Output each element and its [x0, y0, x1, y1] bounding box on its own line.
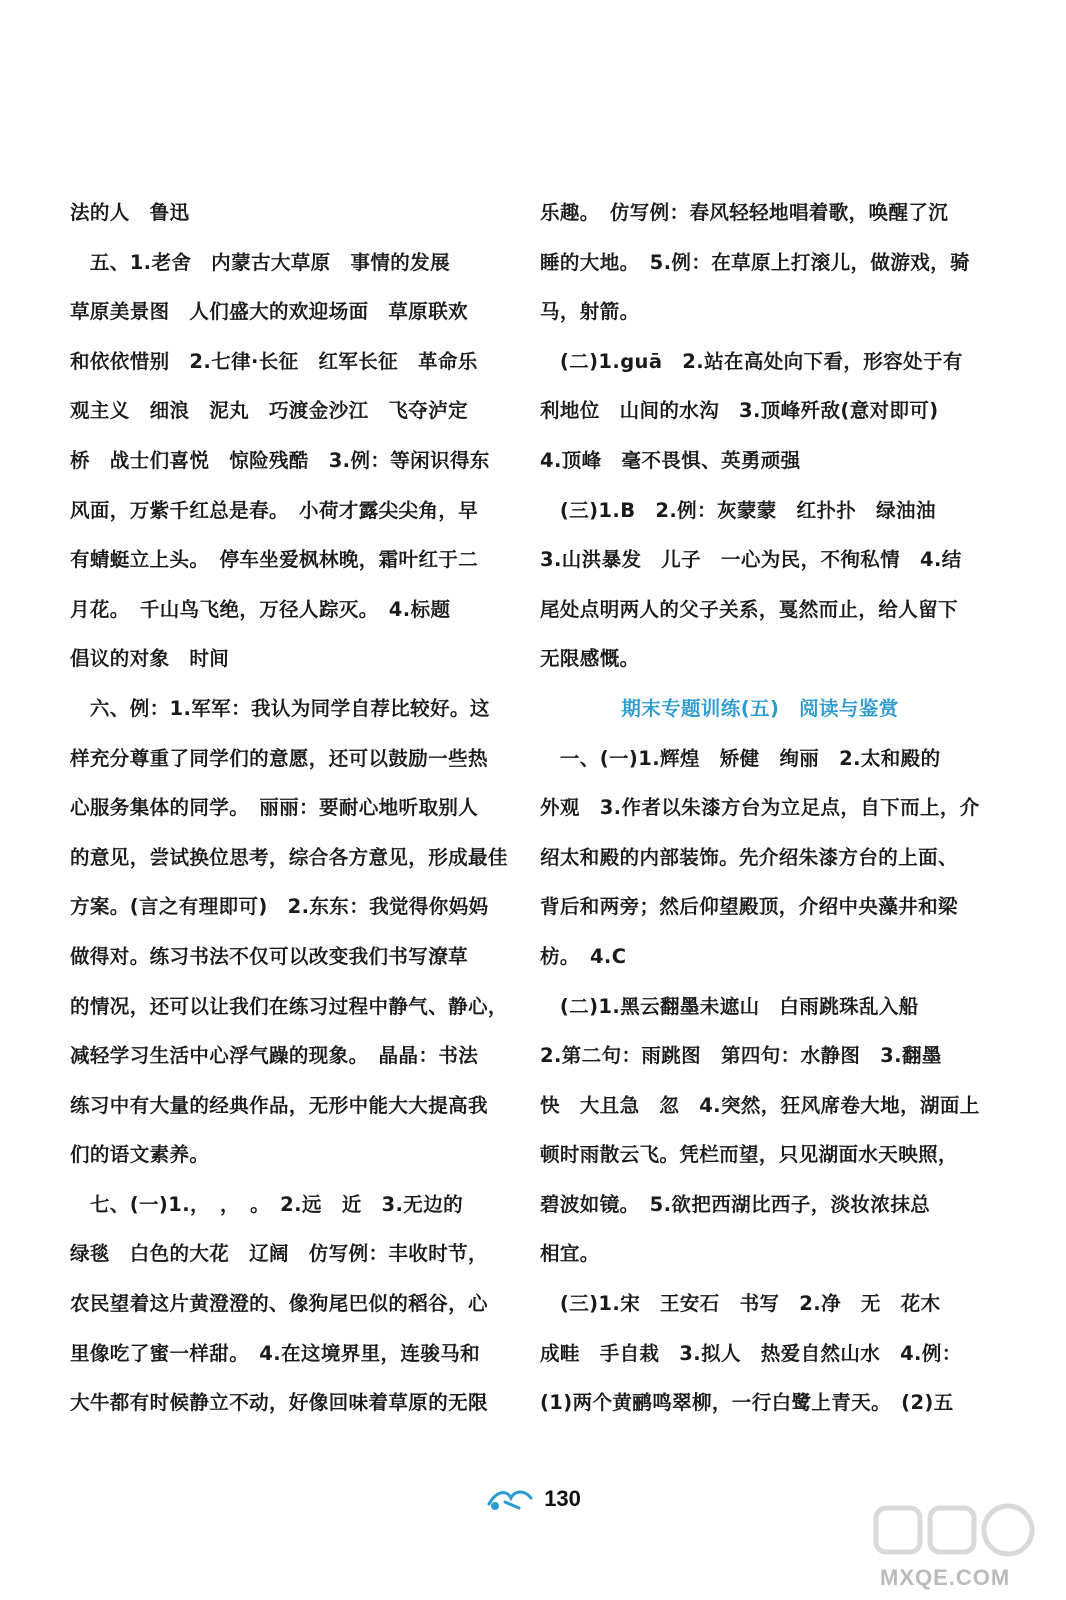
text-line: 大牛都有时候静立不动，好像回味着草原的无限: [70, 1391, 488, 1415]
text-line: (二)1.guā 2.站在高处向下看，形容处于有: [540, 349, 963, 373]
text-line: 心服务集体的同学。 丽丽：要耐心地听取别人: [70, 796, 479, 820]
text-line: 农民望着这片黄澄澄的、像狗尾巴似的稻谷，心: [70, 1292, 488, 1316]
text-line: 睡的大地。 5.例：在草原上打滚儿，做游戏，骑: [540, 250, 970, 274]
text-line: 4.顶峰 毫不畏惧、英勇顽强: [540, 448, 801, 472]
text-line: 观主义 细浪 泥丸 巧渡金沙江 飞夺泸定: [70, 399, 469, 423]
text-line: 快 大且急 忽 4.突然，狂风席卷大地，湖面上: [540, 1093, 980, 1117]
page-number: 130: [544, 1486, 581, 1511]
text-line: 减轻学习生活中心浮气躁的现象。 晶晶：书法: [70, 1044, 479, 1068]
watermark-text: MXQE.COM: [880, 1565, 1011, 1590]
text-line: 里像吃了蜜一样甜。 4.在这境界里，连骏马和: [70, 1341, 481, 1365]
text-line: 们的语文素养。: [70, 1143, 210, 1167]
text-line: 马，射箭。: [540, 300, 640, 324]
text-line: 做得对。练习书法不仅可以改变我们书写潦草: [70, 944, 469, 968]
text-line: (二)1.黑云翻墨未遮山 白雨跳珠乱入船: [540, 994, 919, 1018]
text-line: 七、(一)1.， ， 。 2.远 近 3.无边的: [70, 1192, 464, 1216]
text-line: 的情况，还可以让我们在练习过程中静气、静心，: [70, 994, 508, 1018]
text-line: (三)1.宋 王安石 书写 2.净 无 花木: [540, 1292, 941, 1316]
text-line: 风面，万紫千红总是春。 小荷才露尖尖角，早: [70, 498, 479, 522]
text-line: (1)两个黄鹂鸣翠柳，一行白鹭上青天。 (2)五: [540, 1391, 954, 1415]
text-line: 一、(一)1.辉煌 矫健 绚丽 2.太和殿的: [540, 746, 941, 770]
text-line: 和依依惜别 2.七律·长征 红军长征 革命乐: [70, 349, 478, 373]
text-line: 利地位 山间的水沟 3.顶峰歼敌(意对即可): [540, 399, 939, 423]
text-line: 的意见，尝试换位思考，综合各方意见，形成最佳: [70, 845, 508, 869]
text-line: 3.山洪暴发 儿子 一心为民，不徇私情 4.结: [540, 548, 962, 572]
text-line: (三)1.B 2.例：灰蒙蒙 红扑扑 绿油油: [540, 498, 936, 522]
text-line: 外观 3.作者以朱漆方台为立足点，自下而上，介: [540, 796, 980, 820]
text-line: 五、1.老舍 内蒙古大草原 事情的发展: [70, 250, 450, 274]
left-column: [70, 188, 510, 1428]
text-line: 月花。 千山鸟飞绝，万径人踪灭。 4.标题: [70, 597, 451, 621]
text-line: 相宜。: [540, 1242, 600, 1266]
text-line: 练习中有大量的经典作品，无形中能大大提高我: [70, 1093, 488, 1117]
section-heading: 期末专题训练(五) 阅读与鉴赏: [621, 696, 899, 720]
text-line: 碧波如镜。 5.欲把西湖比西子，淡妆浓抹总: [540, 1192, 931, 1216]
text-line: 成畦 手自栽 3.拟人 热爱自然山水 4.例：: [540, 1341, 962, 1365]
text-line: 样充分尊重了同学们的意愿，还可以鼓励一些热: [70, 746, 488, 770]
text-line: 有蜻蜓立上头。 停车坐爱枫林晚，霜叶红于二: [70, 548, 479, 572]
text-line: 六、例：1.军军：我认为同学自荐比较好。这: [70, 696, 490, 720]
text-line: 无限感慨。: [540, 647, 640, 671]
text-line: 草原美景图 人们盛大的欢迎场面 草原联欢: [70, 300, 469, 324]
text-line: 绿毯 白色的大花 辽阔 仿写例：丰收时节，: [70, 1242, 488, 1266]
text-line: 背后和两旁；然后仰望殿顶，介绍中央藻井和梁: [540, 895, 958, 919]
text-line: 法的人 鲁迅: [70, 201, 190, 224]
text-line: 方案。(言之有理即可) 2.东东：我觉得你妈妈: [70, 895, 489, 919]
text-line: 乐趣。 仿写例：春风轻轻地唱着歌，唤醒了沉: [540, 201, 949, 224]
text-line: 2.第二句：雨跳图 第四句：水静图 3.翻墨: [540, 1044, 942, 1068]
text-line: 尾处点明两人的父子关系，戛然而止，给人留下: [540, 597, 958, 621]
right-column: [540, 188, 980, 1428]
text-line: 绍太和殿的内部装饰。先介绍朱漆方台的上面、: [540, 845, 958, 869]
text-line: 顿时雨散云飞。凭栏而望，只见湖面水天映照，: [540, 1143, 958, 1167]
text-line: 倡议的对象 时间: [70, 647, 230, 671]
leaf-ornament-icon: [485, 1484, 535, 1514]
text-line: 枋。 4.C: [540, 944, 627, 968]
text-line: 桥 战士们喜悦 惊险残酷 3.例：等闲识得东: [70, 448, 490, 472]
